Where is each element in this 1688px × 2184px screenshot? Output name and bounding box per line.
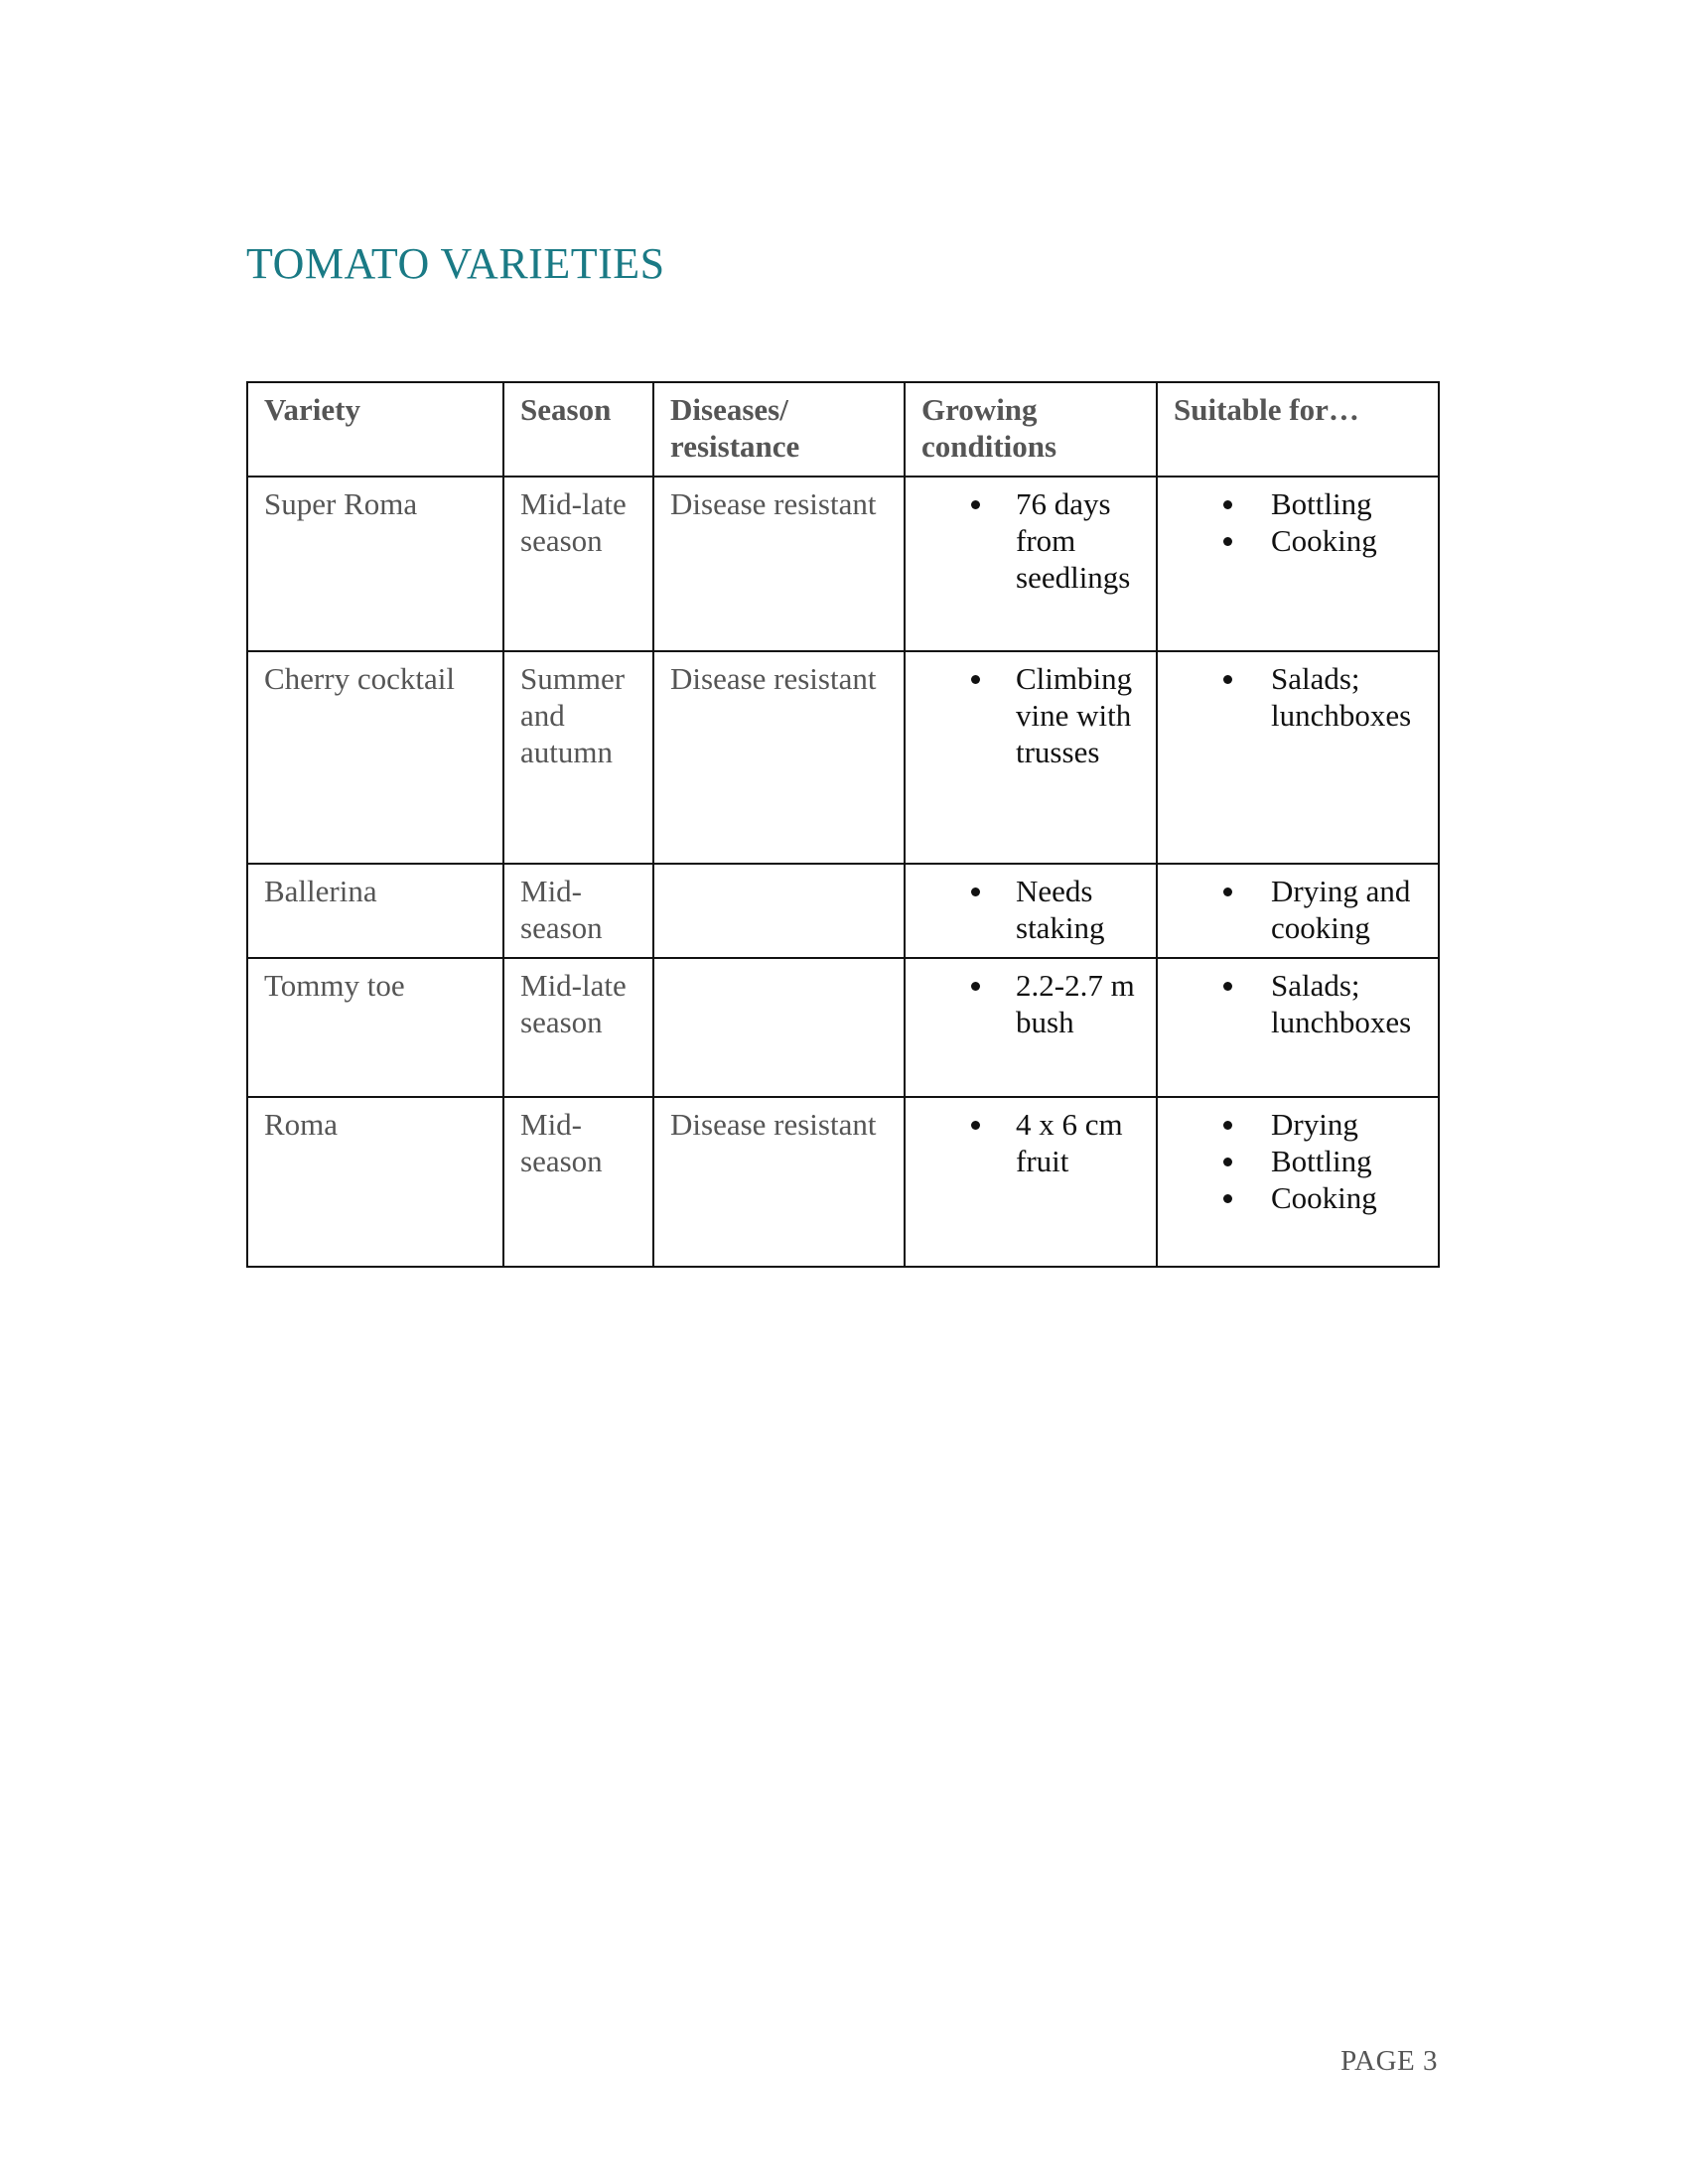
cell-growing-conditions (905, 477, 1157, 651)
list-item (906, 1106, 1148, 1179)
cell-disease-resistance: Disease resistant (653, 1097, 905, 1267)
column-header-variety: Variety (247, 382, 503, 477)
bullet-list (1158, 967, 1430, 1040)
cell-growing-conditions (905, 958, 1157, 1097)
page-number: PAGE 3 (1340, 2045, 1438, 2077)
column-header-season: Season (503, 382, 653, 477)
column-header-suitable-for: Suitable for… (1157, 382, 1439, 477)
list-item (906, 660, 1148, 770)
bullet-icon (971, 675, 980, 684)
bullet-icon (1223, 1121, 1232, 1130)
bullet-list (1158, 660, 1430, 734)
list-item-text: Drying and cooking (1271, 874, 1411, 945)
bullet-icon (971, 887, 980, 896)
cell-season: Mid-late season (503, 958, 653, 1097)
cell-season: Mid-late season (503, 477, 653, 651)
bullet-icon (1223, 887, 1232, 896)
list-item-text: Salads; lunchboxes (1271, 968, 1412, 1039)
cell-disease-resistance (653, 864, 905, 958)
bullet-icon (1223, 500, 1232, 509)
list-item (1158, 1179, 1430, 1216)
table-header-row (247, 382, 1439, 477)
cell-variety: Tommy toe (247, 958, 503, 1097)
cell-variety: Super Roma (247, 477, 503, 651)
cell-growing-conditions (905, 651, 1157, 864)
cell-suitable-for (1157, 864, 1439, 958)
list-item-text: Cooking (1271, 1180, 1377, 1215)
column-header-diseases: Diseases/ resistance (653, 382, 905, 477)
cell-season: Mid-season (503, 1097, 653, 1267)
cell-suitable-for (1157, 958, 1439, 1097)
list-item (906, 967, 1148, 1040)
cell-suitable-for (1157, 1097, 1439, 1267)
bullet-icon (971, 982, 980, 991)
table-row (247, 1097, 1439, 1267)
list-item (1158, 660, 1430, 734)
cell-variety: Ballerina (247, 864, 503, 958)
bullet-icon (1223, 537, 1232, 546)
bullet-list (906, 967, 1148, 1040)
table-row (247, 864, 1439, 958)
bullet-list (1158, 485, 1430, 559)
list-item-text: 4 x 6 cm fruit (1016, 1107, 1123, 1178)
list-item (1158, 485, 1430, 522)
bullet-list (906, 873, 1148, 946)
cell-disease-resistance: Disease resistant (653, 477, 905, 651)
bullet-icon (971, 1121, 980, 1130)
column-header-growing-conditions: Growing conditions (905, 382, 1157, 477)
list-item (906, 485, 1148, 596)
table-row (247, 651, 1439, 864)
list-item-text: Climbing vine with trusses (1016, 661, 1133, 769)
list-item-text: Salads; lunchboxes (1271, 661, 1412, 733)
bullet-list (1158, 873, 1430, 946)
tomato-varieties-table (246, 381, 1440, 1268)
bullet-list (1158, 1106, 1430, 1216)
bullet-list (906, 485, 1148, 596)
list-item-text: Drying (1271, 1107, 1358, 1142)
list-item-text: Needs staking (1016, 874, 1105, 945)
cell-variety: Roma (247, 1097, 503, 1267)
list-item (1158, 1143, 1430, 1179)
cell-growing-conditions (905, 864, 1157, 958)
table-row (247, 958, 1439, 1097)
page-title: TOMATO VARIETIES (246, 239, 665, 288)
cell-suitable-for (1157, 477, 1439, 651)
list-item-text: 76 days from seedlings (1016, 486, 1131, 595)
list-item-text: Cooking (1271, 523, 1377, 558)
bullet-icon (1223, 1158, 1232, 1166)
cell-disease-resistance: Disease resistant (653, 651, 905, 864)
bullet-list (906, 660, 1148, 770)
list-item (906, 873, 1148, 946)
list-item (1158, 967, 1430, 1040)
list-item (1158, 522, 1430, 559)
list-item (1158, 873, 1430, 946)
cell-season: Mid-season (503, 864, 653, 958)
cell-disease-resistance (653, 958, 905, 1097)
bullet-icon (1223, 982, 1232, 991)
list-item-text: 2.2-2.7 m bush (1016, 968, 1135, 1039)
bullet-icon (971, 500, 980, 509)
bullet-icon (1223, 675, 1232, 684)
bullet-icon (1223, 1194, 1232, 1203)
list-item (1158, 1106, 1430, 1143)
cell-season: Summer and autumn (503, 651, 653, 864)
cell-growing-conditions (905, 1097, 1157, 1267)
list-item-text: Bottling (1271, 486, 1372, 521)
cell-suitable-for (1157, 651, 1439, 864)
bullet-list (906, 1106, 1148, 1179)
table-row (247, 477, 1439, 651)
list-item-text: Bottling (1271, 1144, 1372, 1178)
cell-variety: Cherry cocktail (247, 651, 503, 864)
